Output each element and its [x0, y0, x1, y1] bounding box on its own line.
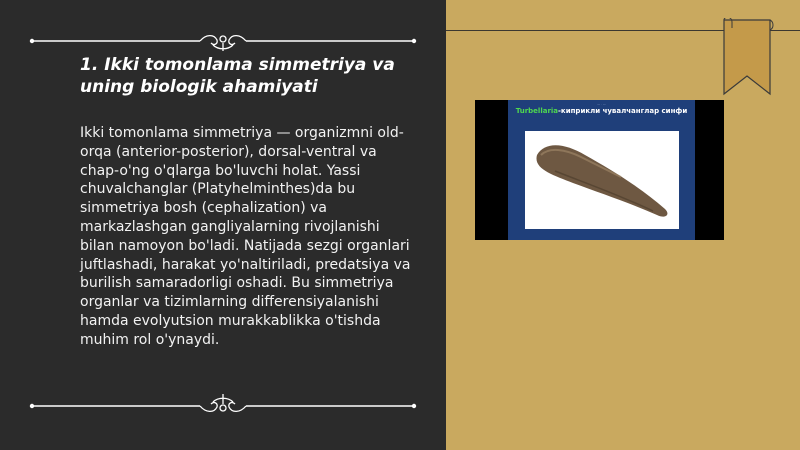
- slide-body-text: Ikki tomonlama simmetriya — organizmni old-orqa (anterior-posterior), dorsal-ventral va chap-o'ng o'qlarga bo'luvchi holat. Yassi chuvalchanglar (Platyhelminthes)da bu simmetriya bosh (cephalization) va markazlashgan gangliyalarning rivojlanishi bilan namoyon bo'ladi. Natijada sezgi organlari juftlashadi, harakat yo'naltiriladi, predatsiya va burilish samaradorligi oshadi. Bu simmetriya organlar va tizimlarning differensiyalanishi hamda evolyutsion murakkablikka o'tishda muhim rol o'ynaydi.: [80, 125, 411, 348]
- photo-header-mark: — · —: [597, 102, 606, 106]
- flatworm-specimen-icon: [525, 131, 679, 229]
- flourish-divider-icon: [28, 31, 418, 51]
- flourish-divider-icon: [28, 394, 418, 414]
- photo-slide-panel: [508, 100, 695, 240]
- photo-caption-rest: -киприкли чувалчанглар синфи: [558, 107, 688, 115]
- slide-title: 1. Ikki tomonlama simmetriya va uning biologik ahamiyati: [80, 55, 395, 97]
- embedded-slide-photo: [475, 100, 724, 240]
- flatworm-image: [525, 131, 679, 229]
- photo-caption-highlight: Turbellaria: [515, 107, 559, 115]
- photo-caption: [508, 107, 695, 116]
- bookmark-ribbon-icon: [720, 18, 776, 96]
